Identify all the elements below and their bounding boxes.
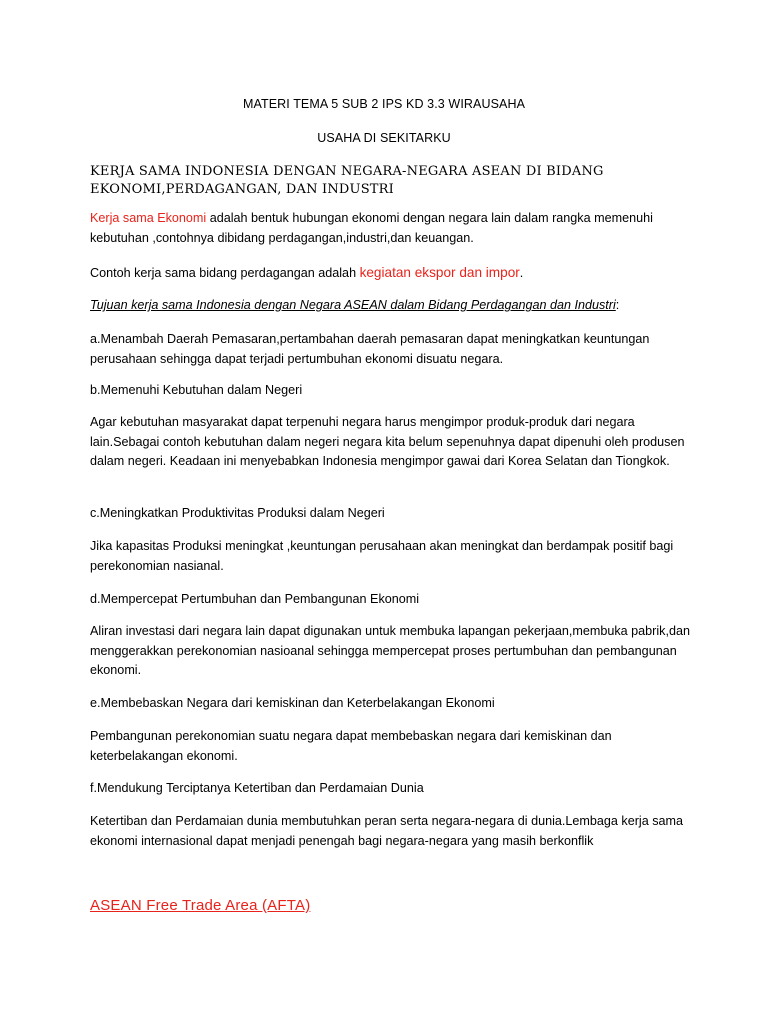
intro-paragraph — [90, 209, 690, 248]
point-c-body: Jika kapasitas Produksi meningkat ,keuntungan perusahaan akan meningkat dan berdampak positif bagi perekonomian nasianal. — [90, 539, 674, 573]
purpose-heading — [90, 296, 690, 316]
example-lead: Contoh kerja sama bidang perdagangan adalah — [90, 266, 360, 280]
point-c-title: c.Meningkatkan Produktivitas Produksi dalam Negeri — [90, 506, 385, 520]
point-e-body: Pembangunan perekonomian suatu negara dapat membebaskan negara dari kemiskinan dan keterbelakangan ekonomi. — [90, 729, 612, 763]
point-b-body: Agar kebutuhan masyarakat dapat terpenuhi negara harus mengimpor produk-produk dari negara lain.Sebagai contoh kebutuhan dalam negeri negara kita belum sepenuhnya dapat dipenuhi oleh produsen dalam negeri. Keadaan ini menyebabkan Indonesia mengimpor gawai dari Korea Selatan dan Tiongkok. — [90, 415, 685, 469]
point-e-title: e.Membebaskan Negara dari kemiskinan dan Keterbelakangan Ekonomi — [90, 696, 495, 710]
point-b-title: b.Memenuhi Kebutuhan dalam Negeri — [90, 383, 303, 397]
purpose-text: Tujuan kerja sama Indonesia dengan Negara ASEAN dalam Bidang Perdagangan dan Industri — [90, 298, 616, 312]
document-subtitle: USAHA DI SEKITARKU — [317, 131, 451, 145]
purpose-colon: : — [615, 298, 620, 312]
point-f-title: f.Mendukung Terciptanya Ketertiban dan Perdamaian Dunia — [90, 781, 424, 795]
point-d-body: Aliran investasi dari negara lain dapat digunakan untuk membuka lapangan pekerjaan,membuka pabrik,dan menggerakkan perekonomian nasioanal sehingga mempercepat proses pertumbuhan dan pembangunan ekonomi. — [90, 624, 690, 678]
afta-heading-link[interactable]: ASEAN Free Trade Area (AFTA) — [90, 897, 311, 914]
point-f-body: Ketertiban dan Perdamaian dunia membutuhkan peran serta negara-negara di dunia.Lembaga kerja sama ekonomi internasional dapat menjadi penengah bagi negara-negara yang masih berkonflik — [90, 814, 683, 848]
section-heading: KERJA SAMA INDONESIA DENGAN NEGARA-NEGARA ASEAN DI BIDANG EKONOMI,PERDAGANGAN, DAN INDUSTRI — [90, 164, 604, 197]
intro-highlight: Kerja sama Ekonomi — [90, 211, 207, 225]
point-a: a.Menambah Daerah Pemasaran,pertambahan daerah pemasaran dapat meningkatkan keuntungan perusahaan sehingga dapat terjadi pertumbuhan ekonomi disuatu negara. — [90, 332, 650, 366]
intro-text: adalah bentuk hubungan ekonomi dengan negara lain dalam rangka memenuhi kebutuhan ,contohnya dibidang perdagangan,industri,dan keuangan. — [90, 211, 653, 245]
example-paragraph — [90, 263, 690, 284]
example-highlight: kegiatan ekspor dan impor — [359, 265, 520, 280]
point-d-title: d.Mempercepat Pertumbuhan dan Pembangunan Ekonomi — [90, 592, 420, 606]
example-end: . — [519, 266, 524, 280]
document-title: MATERI TEMA 5 SUB 2 IPS KD 3.3 WIRAUSAHA — [242, 97, 526, 111]
